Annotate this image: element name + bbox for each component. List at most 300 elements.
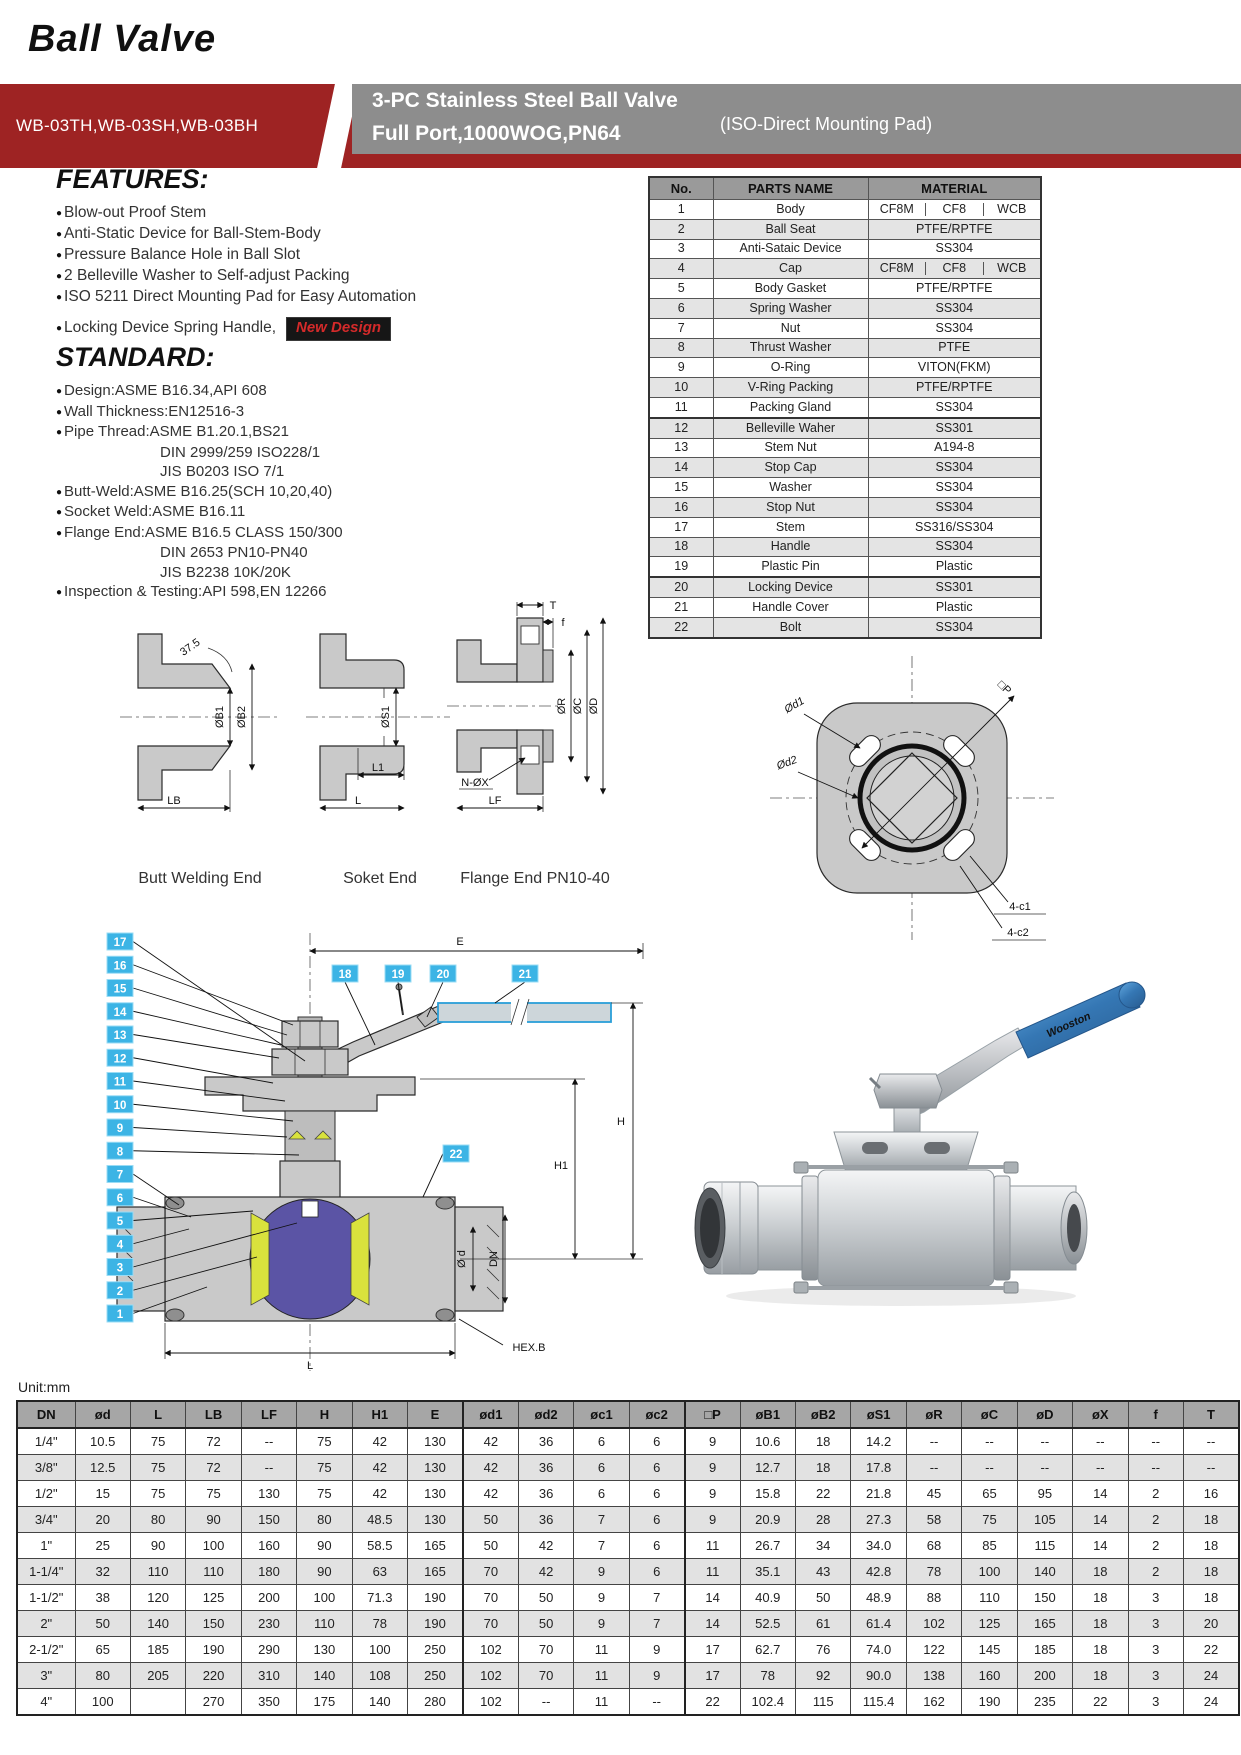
parts-cell: Body	[713, 200, 868, 220]
parts-row	[649, 597, 1041, 617]
dim-cell: 105	[1017, 1507, 1072, 1533]
photo-center-body	[818, 1170, 994, 1286]
dim-cell: 3"	[17, 1663, 75, 1689]
parts-cell: Stop Cap	[713, 458, 868, 478]
butt-weld-end-drawing	[112, 620, 287, 815]
dimension-table	[16, 1400, 1240, 1716]
dim-cell: 12.5	[75, 1455, 130, 1481]
callout-8: 8	[116, 1146, 124, 1159]
parts-cell: Cap	[713, 259, 868, 279]
dim-cell: 130	[297, 1637, 352, 1663]
dim-cell: 80	[75, 1663, 130, 1689]
dim-cell: 70	[463, 1611, 518, 1637]
dim-cell: 115	[795, 1689, 850, 1716]
dim-cell: 250	[408, 1663, 463, 1689]
parts-cell: Washer	[713, 478, 868, 498]
dim-cell: 14.2	[851, 1428, 906, 1455]
socket-s1-label: ØS1	[380, 705, 392, 729]
dim-col-header: DN	[17, 1401, 75, 1428]
feature-item-locking	[56, 317, 526, 341]
dim-cell: 12.7	[740, 1455, 795, 1481]
dim-col-header: ød	[75, 1401, 130, 1428]
dim-cell: --	[962, 1455, 1017, 1481]
features-section	[56, 164, 526, 341]
dim-cell: 52.5	[740, 1611, 795, 1637]
dim-cell: 6	[629, 1481, 684, 1507]
dim-cell: 42	[463, 1481, 518, 1507]
dim-cell: 145	[962, 1637, 1017, 1663]
dim-dn-label: DN	[488, 1251, 500, 1267]
dim-cell: 42	[352, 1455, 407, 1481]
dim-cell: 3/8"	[17, 1455, 75, 1481]
dim-col-header: øS1	[851, 1401, 906, 1428]
dim-row	[17, 1481, 1239, 1507]
parts-cell: SS304	[868, 298, 1041, 318]
parts-cell: 3	[649, 239, 713, 259]
photo-stem-nut	[874, 1074, 942, 1108]
dim-cell: 38	[75, 1585, 130, 1611]
dim-cell: 2	[1128, 1507, 1183, 1533]
dim-col-header: øc1	[574, 1401, 629, 1428]
dim-cell: 10.6	[740, 1428, 795, 1455]
dim-col-header: L	[130, 1401, 185, 1428]
dim-cell: 22	[1183, 1637, 1239, 1663]
dim-cell: 50	[795, 1585, 850, 1611]
feature-item: ● Pressure Balance Hole in Ball Slot	[56, 246, 301, 263]
dim-cell: 70	[518, 1637, 573, 1663]
new-design-badge: New Design	[286, 317, 391, 341]
parts-cell: 13	[649, 438, 713, 458]
dim-cell: 102	[906, 1611, 961, 1637]
socket-end-drawing	[300, 620, 460, 815]
dim-cell: 160	[241, 1533, 296, 1559]
dim-col-header: ød2	[518, 1401, 573, 1428]
dim-cell: 70	[463, 1585, 518, 1611]
dim-cell: 102	[463, 1637, 518, 1663]
dim-cell: 22	[795, 1481, 850, 1507]
dim-h1-label: H1	[553, 1160, 569, 1172]
dim-cell: 180	[241, 1559, 296, 1585]
dim-cell: 162	[906, 1689, 961, 1716]
dim-cell: 75	[130, 1481, 185, 1507]
dim-cell: 75	[130, 1455, 185, 1481]
dim-cell: 9	[574, 1585, 629, 1611]
dim-cell: 17.8	[851, 1455, 906, 1481]
dim-cell: 4"	[17, 1689, 75, 1716]
parts-cell: 1	[649, 200, 713, 220]
dim-col-header: øc2	[629, 1401, 684, 1428]
dim-cell: 78	[352, 1611, 407, 1637]
dim-cell: --	[906, 1428, 961, 1455]
parts-cell: Body Gasket	[713, 279, 868, 299]
dim-cell: 9	[685, 1481, 740, 1507]
parts-header-row	[649, 177, 1041, 200]
callout-18	[345, 982, 375, 1045]
butt-weld-caption: Butt Welding End	[138, 870, 262, 887]
dim-cell: 50	[518, 1611, 573, 1637]
parts-cell: Handle	[713, 537, 868, 557]
banner-gray-panel	[352, 84, 1241, 154]
parts-row	[649, 537, 1041, 557]
dim-cell: 140	[1017, 1559, 1072, 1585]
parts-cell: 18	[649, 537, 713, 557]
dim-cell: 9	[685, 1507, 740, 1533]
standard-section	[56, 342, 526, 603]
socket-l-label: L	[354, 795, 362, 807]
parts-cell: SS304	[868, 497, 1041, 517]
dim-cell: --	[1183, 1455, 1239, 1481]
dim-cell: 2	[1128, 1481, 1183, 1507]
parts-row	[649, 478, 1041, 498]
dim-cell: 72	[186, 1428, 241, 1455]
parts-cell: Plastic	[868, 557, 1041, 577]
dim-cell: 95	[1017, 1481, 1072, 1507]
dim-cell	[130, 1689, 185, 1716]
flange-lf-label: LF	[488, 795, 502, 807]
dim-cell: 63	[352, 1559, 407, 1585]
dim-cell: 7	[629, 1611, 684, 1637]
feature-locking-text: Locking Device Spring Handle,	[64, 319, 276, 336]
dim-cell: 250	[408, 1637, 463, 1663]
dim-row	[17, 1663, 1239, 1689]
callout-10: 10	[113, 1099, 127, 1112]
dim-cell: 42	[518, 1533, 573, 1559]
dim-cell: 35.1	[740, 1559, 795, 1585]
parts-cell: 10	[649, 378, 713, 398]
dim-cell: 20	[1183, 1611, 1239, 1637]
dim-cell: --	[629, 1689, 684, 1716]
parts-col-material: MATERIAL	[868, 177, 1041, 200]
dim-cell: 350	[241, 1689, 296, 1716]
dim-cell: 2"	[17, 1611, 75, 1637]
callout-12: 12	[113, 1053, 127, 1066]
parts-cell: Stop Nut	[713, 497, 868, 517]
dim-cell: --	[1128, 1455, 1183, 1481]
dim-cell: 70	[518, 1663, 573, 1689]
callout-22: 22	[449, 1149, 463, 1161]
dim-cell: 290	[241, 1637, 296, 1663]
dim-cell: 175	[297, 1689, 352, 1716]
dim-cell: 220	[186, 1663, 241, 1689]
product-subtitle: (ISO-Direct Mounting Pad)	[720, 114, 933, 134]
butt-b2-label: ØB2	[236, 705, 248, 729]
parts-cell: 5	[649, 279, 713, 299]
parts-row	[649, 517, 1041, 537]
parts-row	[649, 279, 1041, 299]
parts-cell: 6	[649, 298, 713, 318]
parts-cell: 11	[649, 397, 713, 417]
dim-cell: 190	[962, 1689, 1017, 1716]
parts-row	[649, 358, 1041, 378]
dim-cell: 75	[297, 1455, 352, 1481]
dim-cell: 48.5	[352, 1507, 407, 1533]
product-title-line2: Full Port,1000WOG,PN64	[372, 122, 621, 145]
dim-cell: 6	[629, 1533, 684, 1559]
callout-2: 2	[116, 1285, 124, 1298]
dim-cell: 130	[408, 1507, 463, 1533]
parts-cell: Ball Seat	[713, 219, 868, 239]
dim-cell: 26.7	[740, 1533, 795, 1559]
dim-row	[17, 1689, 1239, 1716]
dim-cell: 2	[1128, 1533, 1183, 1559]
dim-cell: 80	[130, 1507, 185, 1533]
dim-cell: 150	[241, 1507, 296, 1533]
parts-cell: SS304	[868, 478, 1041, 498]
dim-cell: 78	[740, 1663, 795, 1689]
dimension-table-body	[17, 1428, 1239, 1715]
callout-3: 3	[116, 1262, 124, 1275]
dim-cell: 34.0	[851, 1533, 906, 1559]
callout-6: 6	[116, 1192, 124, 1205]
parts-cell: Spring Washer	[713, 298, 868, 318]
dim-cell: 58.5	[352, 1533, 407, 1559]
dim-cell: 80	[297, 1507, 352, 1533]
dim-cell: 140	[297, 1663, 352, 1689]
standard-list	[56, 381, 526, 603]
dim-cell: 45	[906, 1481, 961, 1507]
standard-item: JIS B0203 ISO 7/1	[160, 463, 285, 480]
dim-cell: 7	[574, 1533, 629, 1559]
dim-cell: 18	[1183, 1507, 1239, 1533]
butt-lb-label: LB	[167, 795, 181, 807]
ball-seat-left	[251, 1213, 269, 1305]
dim-cell: 1-1/2"	[17, 1585, 75, 1611]
parts-cell: Thrust Washer	[713, 338, 868, 358]
dim-cell: 200	[1017, 1663, 1072, 1689]
dim-cell: 90	[186, 1507, 241, 1533]
dim-cell: 200	[241, 1585, 296, 1611]
parts-cell: 17	[649, 517, 713, 537]
dim-cell: 165	[408, 1533, 463, 1559]
dim-col-header: øD	[1017, 1401, 1072, 1428]
parts-cell: Bolt	[713, 617, 868, 637]
parts-row	[649, 338, 1041, 358]
dim-cell: 6	[629, 1559, 684, 1585]
dim-cell: 9	[685, 1428, 740, 1455]
dim-cell: 18	[1073, 1585, 1128, 1611]
callout-13	[133, 1035, 279, 1059]
dim-cell: 9	[574, 1611, 629, 1637]
dim-cell: 6	[574, 1455, 629, 1481]
dim-cell: 22	[685, 1689, 740, 1716]
dim-cell: 36	[518, 1428, 573, 1455]
dim-cell: 9	[685, 1455, 740, 1481]
callout-22	[423, 1154, 443, 1198]
dim-l-label: L	[306, 1360, 314, 1372]
parts-cell: O-Ring	[713, 358, 868, 378]
parts-cell: Locking Device	[713, 577, 868, 597]
feature-item: ● ISO 5211 Direct Mounting Pad for Easy Automation	[56, 288, 417, 305]
parts-cell: Belleville Waher	[713, 418, 868, 438]
dim-cell: 100	[297, 1585, 352, 1611]
dim-cell: 14	[685, 1611, 740, 1637]
dim-cell: 120	[130, 1585, 185, 1611]
dim-cell: 24	[1183, 1663, 1239, 1689]
parts-cell: Plastic	[868, 597, 1041, 617]
dim-col-header: øB2	[795, 1401, 850, 1428]
dim-cell: 190	[186, 1637, 241, 1663]
dim-cell: 75	[962, 1507, 1017, 1533]
parts-cell: 14	[649, 458, 713, 478]
dim-cell: 130	[408, 1428, 463, 1455]
standard-item: ● Wall Thickness:EN12516-3	[56, 402, 245, 420]
dim-cell: 270	[186, 1689, 241, 1716]
dim-cell: 10.5	[75, 1428, 130, 1455]
dim-row	[17, 1637, 1239, 1663]
dim-col-header: T	[1183, 1401, 1239, 1428]
parts-cell: 20	[649, 577, 713, 597]
dim-row	[17, 1611, 1239, 1637]
dim-col-header: □P	[685, 1401, 740, 1428]
parts-row	[649, 577, 1041, 597]
parts-cell: PTFE/RPTFE	[868, 279, 1041, 299]
dim-cell: --	[1073, 1455, 1128, 1481]
dim-cell: 140	[352, 1689, 407, 1716]
dim-cell: 122	[906, 1637, 961, 1663]
dim-col-header: LF	[241, 1401, 296, 1428]
parts-cell: A194-8	[868, 438, 1041, 458]
dim-cell: 115	[1017, 1533, 1072, 1559]
dim-cell: 70	[463, 1559, 518, 1585]
dim-cell: 1/2"	[17, 1481, 75, 1507]
dim-cell: 88	[906, 1585, 961, 1611]
dim-cell: 42	[518, 1559, 573, 1585]
callout-9	[133, 1128, 287, 1138]
callout-12	[133, 1058, 273, 1083]
dim-cell: --	[1183, 1428, 1239, 1455]
flange-c-label: ØC	[572, 697, 584, 715]
dim-cell: 3	[1128, 1689, 1183, 1716]
parts-cell: SS304	[868, 239, 1041, 259]
dim-cell: 16	[1183, 1481, 1239, 1507]
parts-cell: PTFE/RPTFE	[868, 219, 1041, 239]
dim-cell: 2-1/2"	[17, 1637, 75, 1663]
feature-item: ● 2 Belleville Washer to Self-adjust Packing	[56, 267, 350, 284]
standard-item: ● Inspection & Testing:API 598,EN 12266	[56, 583, 327, 600]
parts-cell: Packing Gland	[713, 397, 868, 417]
dim-cell: 110	[130, 1559, 185, 1585]
standard-heading: STANDARD:	[56, 342, 215, 372]
dim-cell: 138	[906, 1663, 961, 1689]
parts-cell: Stem Nut	[713, 438, 868, 458]
model-codes: WB-03TH,WB-03SH,WB-03BH	[16, 116, 259, 135]
parts-cell: 22	[649, 617, 713, 637]
dim-col-header: LB	[186, 1401, 241, 1428]
butt-angle-label: 37.5	[178, 636, 203, 659]
dim-cell: 100	[75, 1689, 130, 1716]
parts-cell: SS304	[868, 458, 1041, 478]
dim-cell: --	[1017, 1455, 1072, 1481]
dim-cell: 14	[1073, 1507, 1128, 1533]
pad-d1-label: Ød1	[782, 695, 807, 716]
dim-cell: 34	[795, 1533, 850, 1559]
dim-cell: 6	[629, 1428, 684, 1455]
parts-cell: PTFE	[868, 338, 1041, 358]
dim-cell: 110	[962, 1585, 1017, 1611]
parts-table	[648, 176, 1042, 639]
dim-h-label: H	[617, 1116, 625, 1128]
parts-col-name: PARTS NAME	[713, 177, 868, 200]
dim-col-header: ød1	[463, 1401, 518, 1428]
parts-row	[649, 239, 1041, 259]
parts-cell: Stem	[713, 517, 868, 537]
dim-cell: 76	[795, 1637, 850, 1663]
socket-end-caption: Soket End	[343, 870, 417, 887]
callout-11: 11	[113, 1076, 127, 1089]
dim-cell: 85	[962, 1533, 1017, 1559]
dim-cell: 36	[518, 1455, 573, 1481]
dim-cell: 15.8	[740, 1481, 795, 1507]
parts-cell: SS304	[868, 617, 1041, 637]
dim-col-header: øX	[1073, 1401, 1128, 1428]
parts-row	[649, 557, 1041, 577]
feature-item: ● Anti-Static Device for Ball-Stem-Body	[56, 225, 321, 242]
dim-cell: 90.0	[851, 1663, 906, 1689]
dim-cell: --	[518, 1689, 573, 1716]
dim-cell: 72	[186, 1455, 241, 1481]
dim-cell: 125	[186, 1585, 241, 1611]
standard-item: DIN 2999/259 ISO228/1	[160, 443, 321, 461]
callout-15: 15	[113, 983, 127, 996]
unit-label: Unit:mm	[18, 1379, 71, 1395]
dim-cell: 90	[297, 1559, 352, 1585]
dim-cell: 3/4"	[17, 1507, 75, 1533]
dim-cell: 65	[75, 1637, 130, 1663]
dim-cell: 28	[795, 1507, 850, 1533]
features-list	[56, 203, 526, 308]
dim-cell: 9	[629, 1637, 684, 1663]
parts-cell: 15	[649, 478, 713, 498]
dim-row	[17, 1428, 1239, 1455]
dim-cell: 71.3	[352, 1585, 407, 1611]
parts-cell: 4	[649, 259, 713, 279]
flange-t-label: T	[549, 600, 557, 612]
dim-cell: 3	[1128, 1663, 1183, 1689]
features-heading: FEATURES:	[56, 164, 209, 194]
parts-cell: VITON(FKM)	[868, 358, 1041, 378]
dim-cell: 50	[463, 1533, 518, 1559]
parts-cell: PTFE/RPTFE	[868, 378, 1041, 398]
parts-row	[649, 497, 1041, 517]
dim-cell: 18	[1073, 1637, 1128, 1663]
parts-row	[649, 418, 1041, 438]
parts-table-body	[649, 200, 1041, 638]
standard-item: ● Butt-Weld:ASME B16.25(SCH 10,20,40)	[56, 482, 333, 500]
dim-cell: 42	[463, 1428, 518, 1455]
dim-cell: 6	[629, 1455, 684, 1481]
dim-cell: 17	[685, 1637, 740, 1663]
standard-item: DIN 2653 PN10-PN40	[160, 544, 308, 561]
dim-cell: 6	[574, 1481, 629, 1507]
dim-cell: 20	[75, 1507, 130, 1533]
parts-cell: Handle Cover	[713, 597, 868, 617]
dim-cell: 36	[518, 1481, 573, 1507]
parts-cell: Plastic Pin	[713, 557, 868, 577]
dim-cell: 1-1/4"	[17, 1559, 75, 1585]
pad-p-label: □P	[994, 678, 1014, 698]
dim-cell: 68	[906, 1533, 961, 1559]
parts-col-no: No.	[649, 177, 713, 200]
dim-cell: 14	[1073, 1481, 1128, 1507]
dim-cell: --	[906, 1455, 961, 1481]
dim-col-header: øC	[962, 1401, 1017, 1428]
parts-cell: CF8M CF8 WCB	[868, 200, 1041, 220]
iso-pad-plate	[205, 1077, 415, 1111]
dim-cell: 92	[795, 1663, 850, 1689]
dim-cell: 75	[297, 1428, 352, 1455]
dim-cell: 18	[1183, 1533, 1239, 1559]
dim-cell: 3	[1128, 1637, 1183, 1663]
